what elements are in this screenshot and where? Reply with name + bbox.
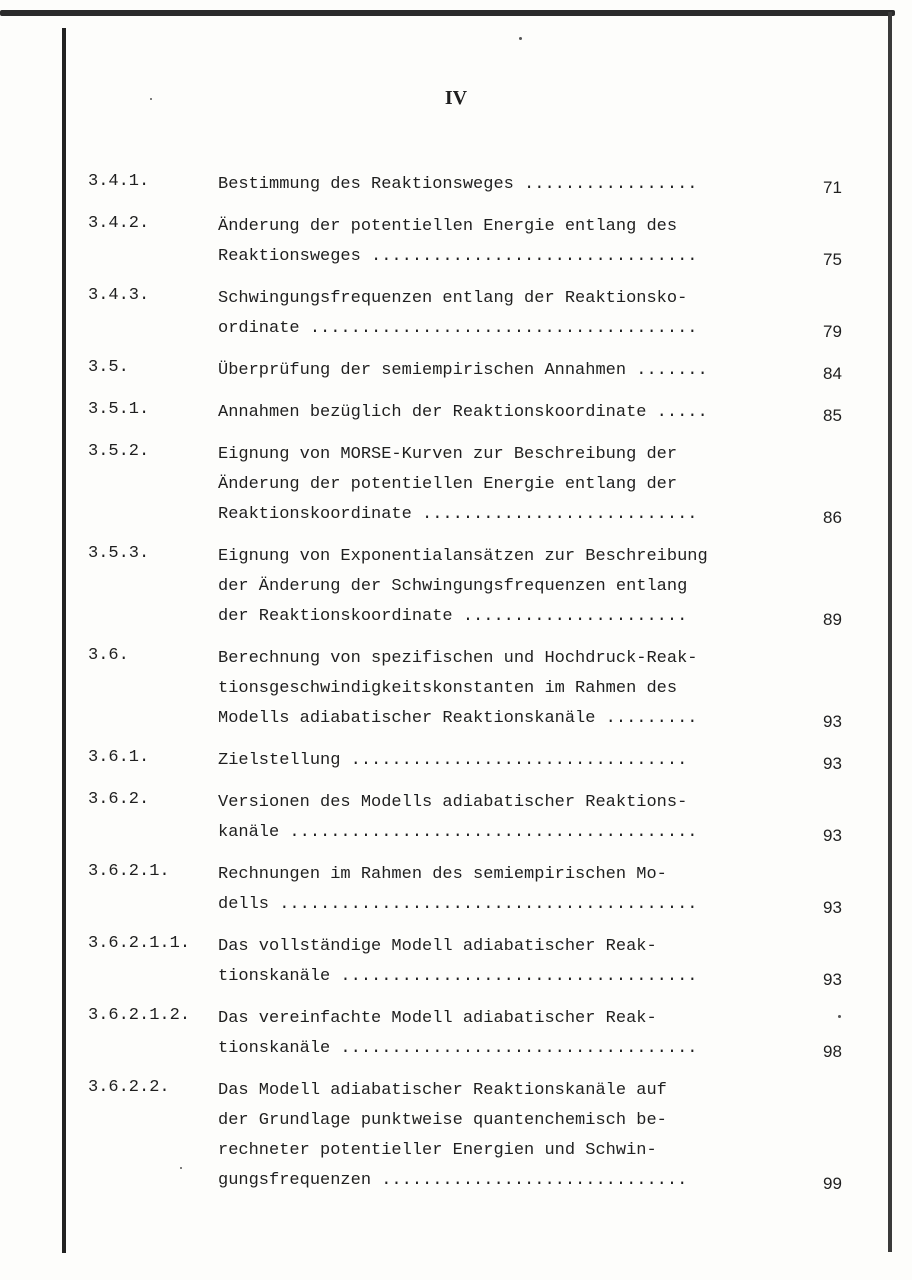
toc-entry-title — [218, 284, 778, 344]
toc-entry-line: tionskanäle ................................... — [218, 1039, 698, 1058]
toc-entry — [88, 932, 858, 992]
toc-entry-title — [218, 746, 778, 776]
toc-entry-line: tionskanäle ................................... — [218, 967, 698, 986]
toc-entry — [88, 170, 858, 200]
toc-entry-line: Zielstellung ................................. — [218, 751, 688, 770]
toc-entry-number: 3.6. — [88, 646, 129, 665]
toc-entry-title — [218, 932, 778, 992]
toc-entry-number: 3.6.2.1. — [88, 862, 170, 881]
toc-entry-line: Annahmen bezüglich der Reaktionskoordinate ..... — [218, 403, 708, 422]
page-title: IV — [444, 87, 468, 109]
table-of-contents — [88, 170, 858, 1208]
toc-entry — [88, 212, 858, 272]
toc-entry-line: Eignung von MORSE-Kurven zur Beschreibung der — [218, 445, 678, 464]
toc-entry-title — [218, 398, 778, 428]
toc-entry-line: der Grundlage punktweise quantenchemisch be- — [218, 1111, 667, 1130]
toc-entry-line: rechneter potentieller Energien und Schwin- — [218, 1141, 657, 1160]
toc-entry-number: 3.5. — [88, 358, 129, 377]
toc-entry-number: 3.6.2.2. — [88, 1078, 170, 1097]
toc-entry-line: Eignung von Exponentialansätzen zur Beschreibung — [218, 547, 708, 566]
toc-entry-line: der Reaktionskoordinate ...................... — [218, 607, 688, 626]
toc-entry — [88, 860, 858, 920]
toc-entry-page-number: 84 — [823, 364, 842, 383]
page-top-edge — [0, 10, 895, 16]
toc-entry-title — [218, 440, 778, 530]
toc-entry-page-number: 99 — [823, 1174, 842, 1193]
toc-entry-line: Rechnungen im Rahmen des semiempirischen Mo- — [218, 865, 667, 884]
toc-entry-line: Das Modell adiabatischer Reaktionskanäle auf — [218, 1081, 667, 1100]
toc-entry-number: 3.6.1. — [88, 748, 150, 767]
toc-entry-number: 3.4.3. — [88, 286, 150, 305]
toc-entry — [88, 1004, 858, 1064]
toc-entry-number: 3.6.2. — [88, 790, 150, 809]
toc-entry — [88, 1076, 858, 1196]
toc-entry-page-number: 71 — [823, 178, 842, 197]
page-right-edge — [888, 12, 892, 1252]
page-left-edge — [62, 28, 66, 1253]
toc-entry-title — [218, 788, 778, 848]
toc-entry-page-number: 93 — [823, 970, 842, 989]
toc-entry-line: dells ......................................... — [218, 895, 698, 914]
toc-entry-line: tionsgeschwindigkeitskonstanten im Rahmen des — [218, 679, 678, 698]
toc-entry-page-number: 89 — [823, 610, 842, 629]
toc-entry-line: gungsfrequenzen .............................. — [218, 1171, 688, 1190]
toc-entry-title — [218, 212, 778, 272]
toc-entry-page-number: 93 — [823, 898, 842, 917]
scan-speck — [519, 37, 522, 40]
toc-entry-page-number: 93 — [823, 754, 842, 773]
toc-entry-line: Modells adiabatischer Reaktionskanäle ......... — [218, 709, 698, 728]
toc-entry-title — [218, 644, 778, 734]
toc-entry-page-number: 79 — [823, 322, 842, 341]
toc-entry-page-number: 98 — [823, 1042, 842, 1061]
toc-entry-line: Berechnung von spezifischen und Hochdruck-Reak- — [218, 649, 698, 668]
toc-entry — [88, 644, 858, 734]
toc-entry-line: Änderung der potentiellen Energie entlang des — [218, 217, 678, 236]
toc-entry — [88, 284, 858, 344]
toc-entry-number: 3.5.3. — [88, 544, 150, 563]
toc-entry-line: der Änderung der Schwingungsfrequenzen entlang — [218, 577, 688, 596]
toc-entry — [88, 542, 858, 632]
toc-entry — [88, 356, 858, 386]
toc-entry-number: 3.6.2.1.2. — [88, 1006, 191, 1025]
toc-entry-line: Reaktionskoordinate ........................... — [218, 505, 698, 524]
toc-entry-title — [218, 1004, 778, 1064]
toc-entry-line: Das vollständige Modell adiabatischer Reak- — [218, 937, 657, 956]
toc-entry-title — [218, 356, 778, 386]
toc-entry — [88, 746, 858, 776]
toc-entry-line: Überprüfung der semiempirischen Annahmen ....... — [218, 361, 708, 380]
toc-entry-page-number: 93 — [823, 712, 842, 731]
toc-entry-line: Schwingungsfrequenzen entlang der Reaktionsko- — [218, 289, 688, 308]
toc-entry-title — [218, 170, 778, 200]
toc-entry-line: Das vereinfachte Modell adiabatischer Reak- — [218, 1009, 657, 1028]
toc-entry-number: 3.4.1. — [88, 172, 150, 191]
toc-entry-number: 3.5.1. — [88, 400, 150, 419]
toc-entry-page-number: 75 — [823, 250, 842, 269]
toc-entry-number: 3.5.2. — [88, 442, 150, 461]
toc-entry-title — [218, 1076, 778, 1196]
toc-entry-number: 3.4.2. — [88, 214, 150, 233]
toc-entry-line: Reaktionsweges ................................ — [218, 247, 698, 266]
toc-entry — [88, 398, 858, 428]
toc-entry-page-number: 86 — [823, 508, 842, 527]
toc-entry-line: Änderung der potentiellen Energie entlang der — [218, 475, 678, 494]
toc-entry-title — [218, 860, 778, 920]
toc-entry-page-number: 93 — [823, 826, 842, 845]
toc-entry-line: kanäle ........................................ — [218, 823, 698, 842]
toc-entry — [88, 440, 858, 530]
toc-entry-line: Versionen des Modells adiabatischer Reaktions- — [218, 793, 688, 812]
toc-entry-title — [218, 542, 778, 632]
toc-entry-number: 3.6.2.1.1. — [88, 934, 191, 953]
toc-entry-line: ordinate ...................................... — [218, 319, 698, 338]
toc-entry — [88, 788, 858, 848]
toc-entry-line: Bestimmung des Reaktionsweges ................. — [218, 175, 698, 194]
toc-entry-page-number: 85 — [823, 406, 842, 425]
